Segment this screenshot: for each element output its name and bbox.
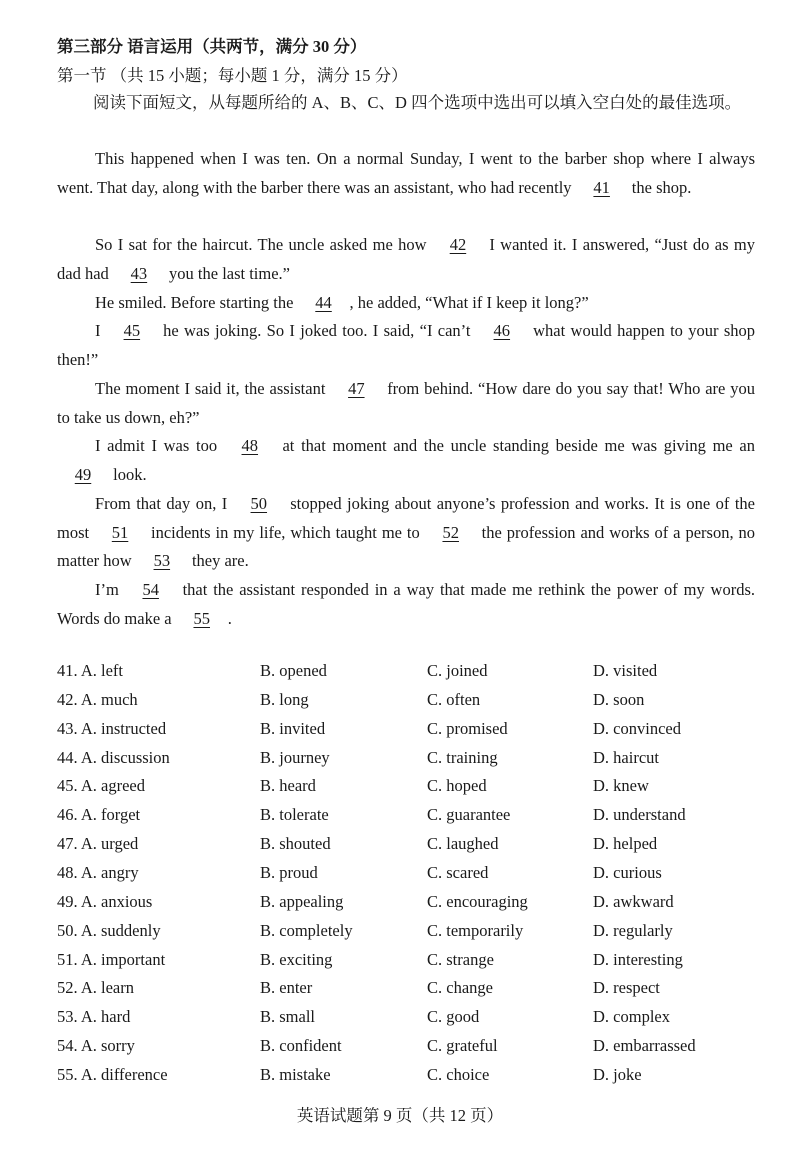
option-a: 55. A. difference [57,1064,168,1084]
option-b: B. invited [260,718,326,738]
answer-blank: 41 [593,177,610,197]
passage-text: incidents in my life, which taught me to [146,522,425,542]
option-d: D. respect [593,978,660,998]
option-a: 44. A. discussion [57,747,170,767]
option-d: D. haircut [593,747,659,767]
question-row [57,805,757,833]
option-d: D. regularly [593,920,673,940]
question-row [57,1036,757,1064]
page-footer: 英语试题第 9 页（共 12 页） [296,1106,504,1125]
option-d: D. knew [593,776,649,796]
passage-text: He smiled. Before starting the [95,293,298,312]
option-b: B. exciting [260,949,333,969]
answer-blank: 51 [111,522,129,542]
part-title: 第三部分 语言运用（共两节，满分 30 分） [57,37,367,56]
option-c: C. training [427,747,498,767]
passage-text: at that moment and the uncle standing beside me was giving me an [275,436,755,455]
option-c: C. strange [427,949,494,969]
answer-blank: 49 [74,464,92,484]
question-row [57,776,757,804]
answer-blank: 43 [130,263,148,283]
option-a: 50. A. suddenly [57,920,161,940]
option-b: B. journey [260,747,330,767]
question-row [57,748,757,776]
option-d: D. convinced [593,718,681,738]
passage-text: This happened when I was ten. On a normal Sunday, I went to the barber shop where I always went. That day, along with the barber there was an assistant, who had recently [57,149,755,197]
option-c: C. grateful [427,1036,498,1056]
option-c: C. temporarily [427,920,524,940]
option-a: 49. A. anxious [57,891,153,911]
passage-text: that the assistant responded in a way that made me rethink the power of my words. Words do make a [57,580,755,628]
passage-text: from behind. “How dare do you say that! Who are you to take us down, eh?” [57,379,755,427]
option-a: 51. A. important [57,949,166,969]
option-b: B. mistake [260,1064,331,1084]
option-a: 47. A. urged [57,834,139,854]
answer-blank: 53 [153,551,171,571]
option-c: C. scared [427,862,489,882]
option-c: C. promised [427,718,508,738]
option-d: D. curious [593,862,662,882]
option-b: B. heard [260,776,316,796]
passage-text: I’m [95,580,125,599]
answer-blank: 50 [250,494,268,513]
passage-paragraph [57,231,755,288]
option-a: 46. A. forget [57,805,141,825]
option-a: 52. A. learn [57,978,134,998]
option-b: B. small [260,1007,316,1027]
question-row [57,921,757,949]
option-a: 54. A. sorry [57,1036,135,1056]
question-row [57,690,757,718]
option-c: C. encouraging [427,891,528,911]
passage-paragraph [57,317,755,374]
question-row [57,978,757,1006]
option-d: D. visited [593,661,658,680]
passage-text: they are. [187,551,249,571]
question-row [57,863,757,891]
option-b: B. enter [260,978,313,998]
passage-text: . [227,608,232,628]
option-b: B. proud [260,862,318,882]
passage-text: what would happen to your shop then!” [57,321,755,369]
option-c: C. change [427,978,493,998]
option-d: D. complex [593,1007,670,1027]
option-d: D. awkward [593,891,674,911]
option-c: C. joined [427,661,488,680]
answer-blank: 52 [442,522,459,542]
passage-paragraph [57,289,755,318]
section-title: 第一节 （共 15 小题；每小题 1 分，满分 15 分） [57,66,408,85]
answer-blank: 45 [123,321,141,340]
option-b: B. completely [260,920,353,940]
option-d: D. understand [593,805,686,825]
passage-text: , he added, “What if I keep it long?” [349,293,589,312]
option-c: C. guarantee [427,805,511,825]
option-c: C. laughed [427,834,499,854]
option-b: B. appealing [260,891,344,911]
answer-blank: 47 [348,379,365,398]
answer-blank: 55 [193,608,210,628]
passage-text: the profession and works of a person, no matter how [57,522,756,571]
passage-text: I admit I was too [95,436,224,455]
passage-text: So I sat for the haircut. The uncle asked me how [95,235,432,254]
passage-paragraph [57,432,755,489]
passage-paragraph [57,490,755,576]
question-row [57,950,757,978]
passage-text: the shop. [627,177,692,197]
passage-text: I wanted it. I answered, “Just do as my dad had [57,235,755,283]
passage-text: stopped joking about anyone’s profession and works. It is one of the most [57,494,755,542]
question-row [57,1007,757,1035]
option-c: C. choice [427,1064,490,1084]
option-d: D. interesting [593,949,683,969]
option-b: B. opened [260,661,327,680]
option-d: D. joke [593,1064,642,1084]
passage-text: you the last time.” [164,263,291,283]
question-row [57,719,757,747]
option-b: B. long [260,689,309,709]
instructions: 阅读下面短文，从每题所给的 A、B、C、D 四个选项中选出可以填入空白处的最佳选项。 [93,93,742,112]
option-d: D. embarrassed [593,1036,696,1056]
option-c: C. often [427,689,481,709]
option-a: 45. A. agreed [57,776,145,796]
option-a: 43. A. instructed [57,718,167,738]
passage-paragraph [57,145,755,202]
option-d: D. soon [593,689,645,709]
answer-blank: 42 [449,235,467,254]
question-row [57,1065,757,1093]
option-a: 41. A. left [57,661,123,680]
option-a: 42. A. much [57,689,138,709]
option-c: C. hoped [427,776,487,796]
option-a: 53. A. hard [57,1007,131,1027]
option-b: B. confident [260,1036,342,1056]
answer-blank: 44 [315,293,332,312]
passage-text: I [95,321,106,340]
option-a: 48. A. angry [57,862,139,882]
passage-paragraph [57,375,755,432]
passage-text: From that day on, I [95,494,233,513]
question-row [57,834,757,862]
answer-blank: 46 [493,321,511,340]
passage-text: look. [109,464,147,484]
passage-text: The moment I said it, the assistant [95,379,331,398]
option-c: C. good [427,1007,480,1027]
option-d: D. helped [593,834,658,854]
question-row [57,661,757,689]
passage-paragraph [57,576,755,633]
passage-text: he was joking. So I joked too. I said, “I can’t [157,321,476,340]
answer-blank: 48 [241,436,259,455]
question-row [57,892,757,920]
option-b: B. tolerate [260,805,329,825]
answer-blank: 54 [142,580,159,599]
option-b: B. shouted [260,834,331,854]
